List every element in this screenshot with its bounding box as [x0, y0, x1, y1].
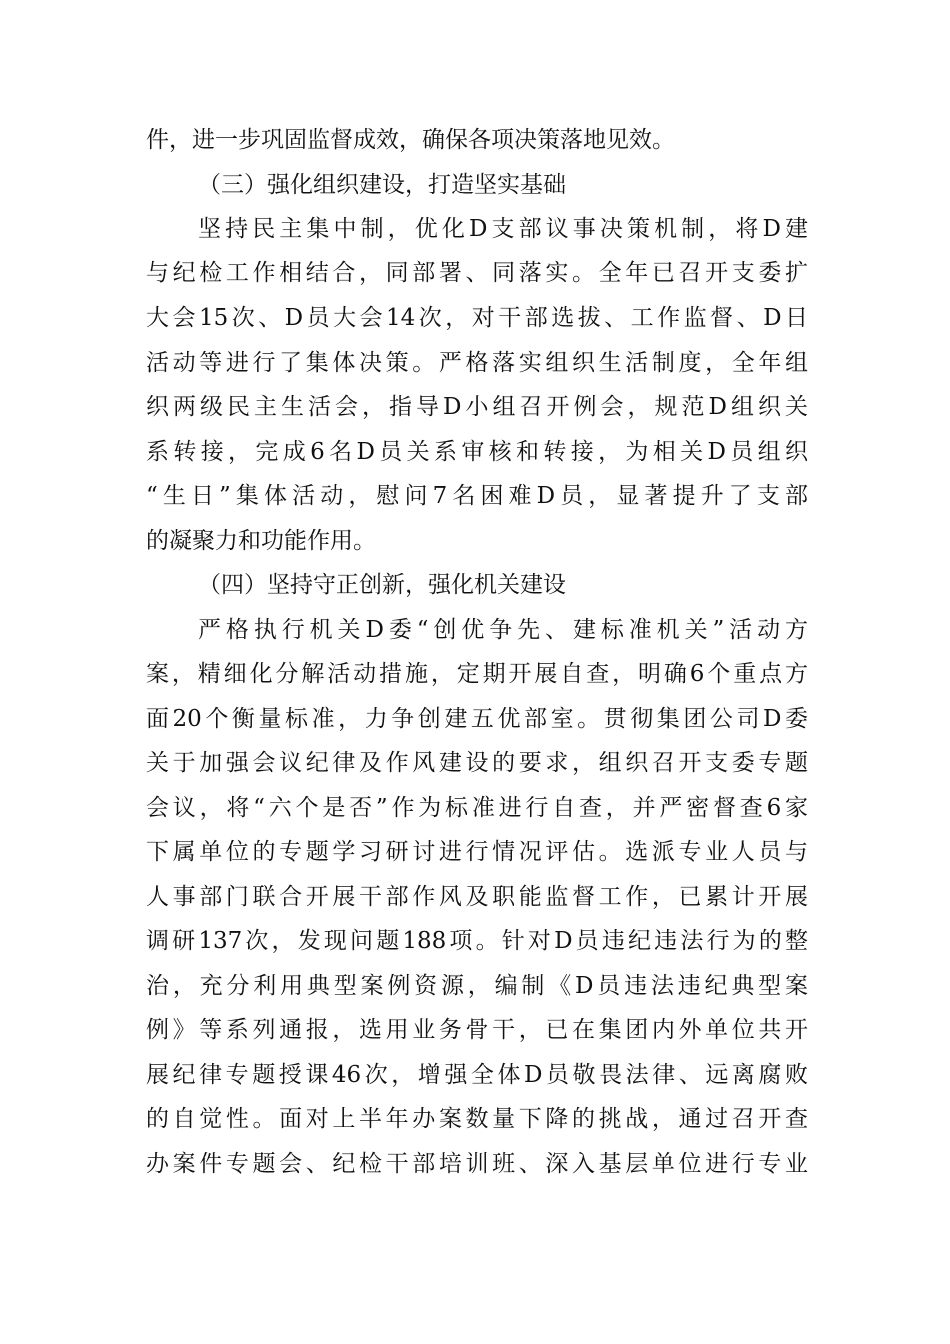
paragraph-4-line-10: 例》等系列通报，选用业务骨干，已在集团内外单位共开 [146, 1017, 808, 1043]
paragraph-3-line-7: “生日”集体活动，慰问7名困难D员，显著提升了支部 [146, 483, 808, 509]
section-heading-3: （三）强化组织建设，打造坚实基础 [198, 172, 566, 198]
paragraph-4-line-5: 会议，将“六个是否”作为标准进行自查，并严密督查6家 [146, 795, 808, 821]
paragraph-4-line-13: 办案件专题会、纪检干部培训班、深入基层单位进行专业 [146, 1151, 808, 1177]
paragraph-4-line-12: 的自觉性。面对上半年办案数量下降的挑战，通过召开查 [146, 1106, 808, 1132]
paragraph-3-line-5: 织两级民主生活会，指导D小组召开例会，规范D组织关 [146, 394, 808, 420]
paragraph-4-line-6: 下属单位的专题学习研讨进行情况评估。选派专业人员与 [146, 839, 808, 865]
section-heading-4: （四）坚持守正创新，强化机关建设 [198, 572, 566, 598]
paragraph-4-line-9: 治，充分利用典型案例资源，编制《D员违法违纪典型案 [146, 973, 808, 999]
paragraph-4-line-1: 严格执行机关D委“创优争先、建标准机关”活动方 [198, 617, 808, 643]
paragraph-3-line-2: 与纪检工作相结合，同部署、同落实。全年已召开支委扩 [146, 260, 808, 286]
paragraph-4-line-2: 案，精细化分解活动措施，定期开展自查，明确6个重点方 [146, 661, 808, 687]
paragraph-3-line-8: 的凝聚力和功能作用。 [146, 528, 376, 554]
paragraph-4-line-4: 关于加强会议纪律及作风建设的要求，组织召开支委专题 [146, 750, 808, 776]
paragraph-3-line-6: 系转接，完成6名D员关系审核和转接，为相关D员组织 [146, 439, 808, 465]
paragraph-3-line-1: 坚持民主集中制，优化D支部议事决策机制，将D建 [198, 216, 808, 242]
paragraph-continuation-line: 件，进一步巩固监督成效，确保各项决策落地见效。 [146, 127, 675, 153]
paragraph-4-line-8: 调研137次，发现问题188项。针对D员违纪违法行为的整 [146, 928, 808, 954]
paragraph-3-line-3: 大会15次、D员大会14次，对干部选拔、工作监督、D日 [146, 305, 808, 331]
paragraph-3-line-4: 活动等进行了集体决策。严格落实组织生活制度，全年组 [146, 350, 808, 376]
paragraph-4-line-11: 展纪律专题授课46次，增强全体D员敬畏法律、远离腐败 [146, 1062, 808, 1088]
paragraph-4-line-7: 人事部门联合开展干部作风及职能监督工作，已累计开展 [146, 884, 808, 910]
paragraph-4-line-3: 面20个衡量标准，力争创建五优部室。贯彻集团公司D委 [146, 706, 808, 732]
